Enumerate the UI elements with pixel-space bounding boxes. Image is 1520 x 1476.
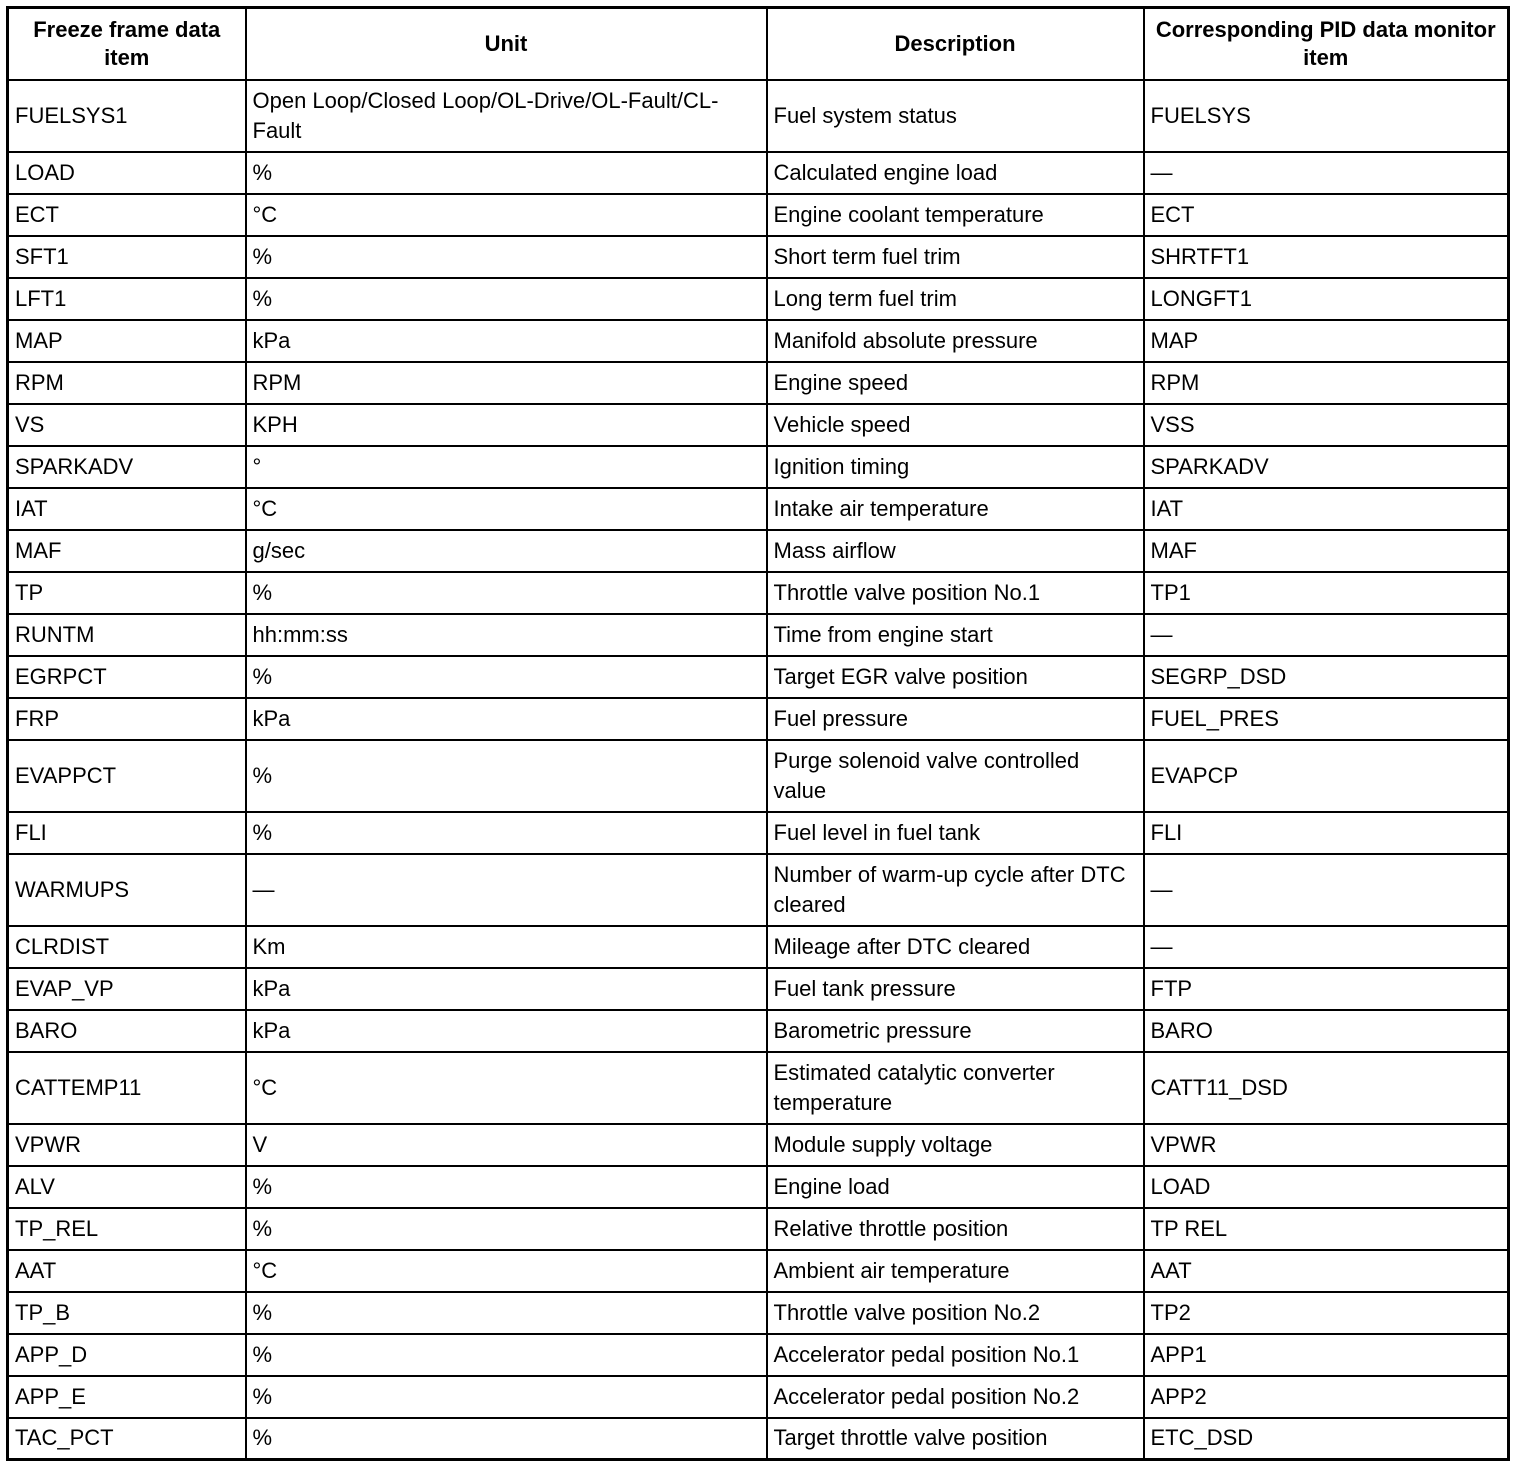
cell-item: FRP [8,698,246,740]
cell-unit: % [246,656,767,698]
cell-item: MAP [8,320,246,362]
table-row [8,614,1509,656]
table-body [8,80,1509,1460]
cell-unit: ° [246,446,767,488]
cell-pid: FUELSYS [1144,80,1509,152]
table-row [8,236,1509,278]
table-row [8,740,1509,812]
table-row [8,812,1509,854]
cell-description: Fuel pressure [767,698,1144,740]
cell-pid: SHRTFT1 [1144,236,1509,278]
cell-item: EVAPPCT [8,740,246,812]
cell-unit: % [246,812,767,854]
cell-item: ECT [8,194,246,236]
cell-pid: IAT [1144,488,1509,530]
header-pid: Corresponding PID data monitor item [1144,8,1509,80]
table-row [8,1052,1509,1124]
cell-pid: FUEL_PRES [1144,698,1509,740]
cell-pid: LOAD [1144,1166,1509,1208]
cell-item: CLRDIST [8,926,246,968]
cell-unit: °C [246,488,767,530]
cell-pid: SPARKADV [1144,446,1509,488]
cell-item: EGRPCT [8,656,246,698]
cell-item: LOAD [8,152,246,194]
cell-item: SPARKADV [8,446,246,488]
header-description: Description [767,8,1144,80]
cell-description: Mileage after DTC cleared [767,926,1144,968]
cell-unit: — [246,854,767,926]
cell-description: Manifold absolute pressure [767,320,1144,362]
cell-description: Fuel tank pressure [767,968,1144,1010]
table-row [8,320,1509,362]
table-row [8,1166,1509,1208]
table-row [8,656,1509,698]
cell-unit: °C [246,1052,767,1124]
cell-pid: VPWR [1144,1124,1509,1166]
freeze-frame-table [6,6,1510,1461]
cell-unit: % [246,152,767,194]
table-row [8,1334,1509,1376]
cell-description: Vehicle speed [767,404,1144,446]
table-row [8,80,1509,152]
table-row [8,926,1509,968]
table-row [8,968,1509,1010]
cell-item: APP_E [8,1376,246,1418]
cell-description: Relative throttle position [767,1208,1144,1250]
cell-unit: kPa [246,1010,767,1052]
cell-unit: % [246,1334,767,1376]
cell-item: MAF [8,530,246,572]
table-row [8,1418,1509,1460]
cell-pid: — [1144,854,1509,926]
cell-pid: VSS [1144,404,1509,446]
cell-item: IAT [8,488,246,530]
cell-unit: kPa [246,968,767,1010]
cell-pid: — [1144,926,1509,968]
table-row [8,1250,1509,1292]
cell-unit: hh:mm:ss [246,614,767,656]
table-row [8,152,1509,194]
cell-item: TP_B [8,1292,246,1334]
cell-pid: EVAPCP [1144,740,1509,812]
cell-unit: % [246,572,767,614]
cell-description: Barometric pressure [767,1010,1144,1052]
cell-unit: % [246,1292,767,1334]
cell-pid: MAP [1144,320,1509,362]
cell-item: TP [8,572,246,614]
cell-pid: BARO [1144,1010,1509,1052]
cell-pid: ECT [1144,194,1509,236]
cell-pid: AAT [1144,1250,1509,1292]
table-row [8,1292,1509,1334]
table-row [8,1010,1509,1052]
cell-description: Ambient air temperature [767,1250,1144,1292]
cell-item: AAT [8,1250,246,1292]
table-row [8,446,1509,488]
cell-item: FLI [8,812,246,854]
cell-item: WARMUPS [8,854,246,926]
cell-item: SFT1 [8,236,246,278]
header-item: Freeze frame data item [8,8,246,80]
table-row [8,194,1509,236]
cell-pid: ETC_DSD [1144,1418,1509,1460]
cell-pid: FTP [1144,968,1509,1010]
cell-unit: kPa [246,320,767,362]
cell-description: Mass airflow [767,530,1144,572]
cell-description: Fuel system status [767,80,1144,152]
cell-unit: % [246,740,767,812]
table-row [8,1208,1509,1250]
cell-pid: APP2 [1144,1376,1509,1418]
cell-item: CATTEMP11 [8,1052,246,1124]
cell-description: Ignition timing [767,446,1144,488]
cell-description: Calculated engine load [767,152,1144,194]
table-row [8,404,1509,446]
cell-description: Short term fuel trim [767,236,1144,278]
cell-pid: FLI [1144,812,1509,854]
cell-description: Engine speed [767,362,1144,404]
cell-pid: MAF [1144,530,1509,572]
cell-description: Module supply voltage [767,1124,1144,1166]
cell-item: ALV [8,1166,246,1208]
cell-unit: RPM [246,362,767,404]
table-row [8,488,1509,530]
cell-description: Intake air temperature [767,488,1144,530]
cell-unit: KPH [246,404,767,446]
table-row [8,1376,1509,1418]
cell-unit: % [246,1418,767,1460]
cell-unit: % [246,1166,767,1208]
cell-unit: Open Loop/Closed Loop/OL-Drive/OL-Fault/CL-Fault [246,80,767,152]
table-row [8,1124,1509,1166]
cell-unit: % [246,236,767,278]
cell-pid: SEGRP_DSD [1144,656,1509,698]
cell-item: LFT1 [8,278,246,320]
cell-pid: TP REL [1144,1208,1509,1250]
cell-item: VS [8,404,246,446]
cell-item: RPM [8,362,246,404]
cell-unit: Km [246,926,767,968]
cell-unit: g/sec [246,530,767,572]
cell-description: Time from engine start [767,614,1144,656]
cell-description: Target throttle valve position [767,1418,1144,1460]
table-row [8,278,1509,320]
cell-unit: kPa [246,698,767,740]
cell-unit: % [246,1376,767,1418]
table-row [8,530,1509,572]
cell-item: VPWR [8,1124,246,1166]
cell-description: Throttle valve position No.1 [767,572,1144,614]
cell-description: Engine coolant temperature [767,194,1144,236]
table-row [8,854,1509,926]
cell-pid: — [1144,614,1509,656]
cell-unit: °C [246,1250,767,1292]
cell-item: TP_REL [8,1208,246,1250]
cell-item: FUELSYS1 [8,80,246,152]
cell-pid: RPM [1144,362,1509,404]
cell-pid: TP1 [1144,572,1509,614]
cell-description: Number of warm-up cycle after DTC cleared [767,854,1144,926]
cell-item: APP_D [8,1334,246,1376]
header-unit: Unit [246,8,767,80]
cell-unit: °C [246,194,767,236]
cell-description: Target EGR valve position [767,656,1144,698]
cell-pid: TP2 [1144,1292,1509,1334]
cell-description: Purge solenoid valve controlled value [767,740,1144,812]
cell-pid: LONGFT1 [1144,278,1509,320]
cell-pid: APP1 [1144,1334,1509,1376]
cell-item: EVAP_VP [8,968,246,1010]
cell-pid: — [1144,152,1509,194]
cell-unit: % [246,1208,767,1250]
cell-description: Accelerator pedal position No.1 [767,1334,1144,1376]
cell-description: Accelerator pedal position No.2 [767,1376,1144,1418]
cell-unit: V [246,1124,767,1166]
cell-pid: CATT11_DSD [1144,1052,1509,1124]
cell-unit: % [246,278,767,320]
cell-description: Estimated catalytic converter temperature [767,1052,1144,1124]
cell-description: Long term fuel trim [767,278,1144,320]
cell-item: TAC_PCT [8,1418,246,1460]
cell-description: Engine load [767,1166,1144,1208]
cell-item: RUNTM [8,614,246,656]
table-row [8,362,1509,404]
table-row [8,572,1509,614]
header-row [8,8,1509,80]
cell-description: Throttle valve position No.2 [767,1292,1144,1334]
cell-item: BARO [8,1010,246,1052]
table-row [8,698,1509,740]
cell-description: Fuel level in fuel tank [767,812,1144,854]
